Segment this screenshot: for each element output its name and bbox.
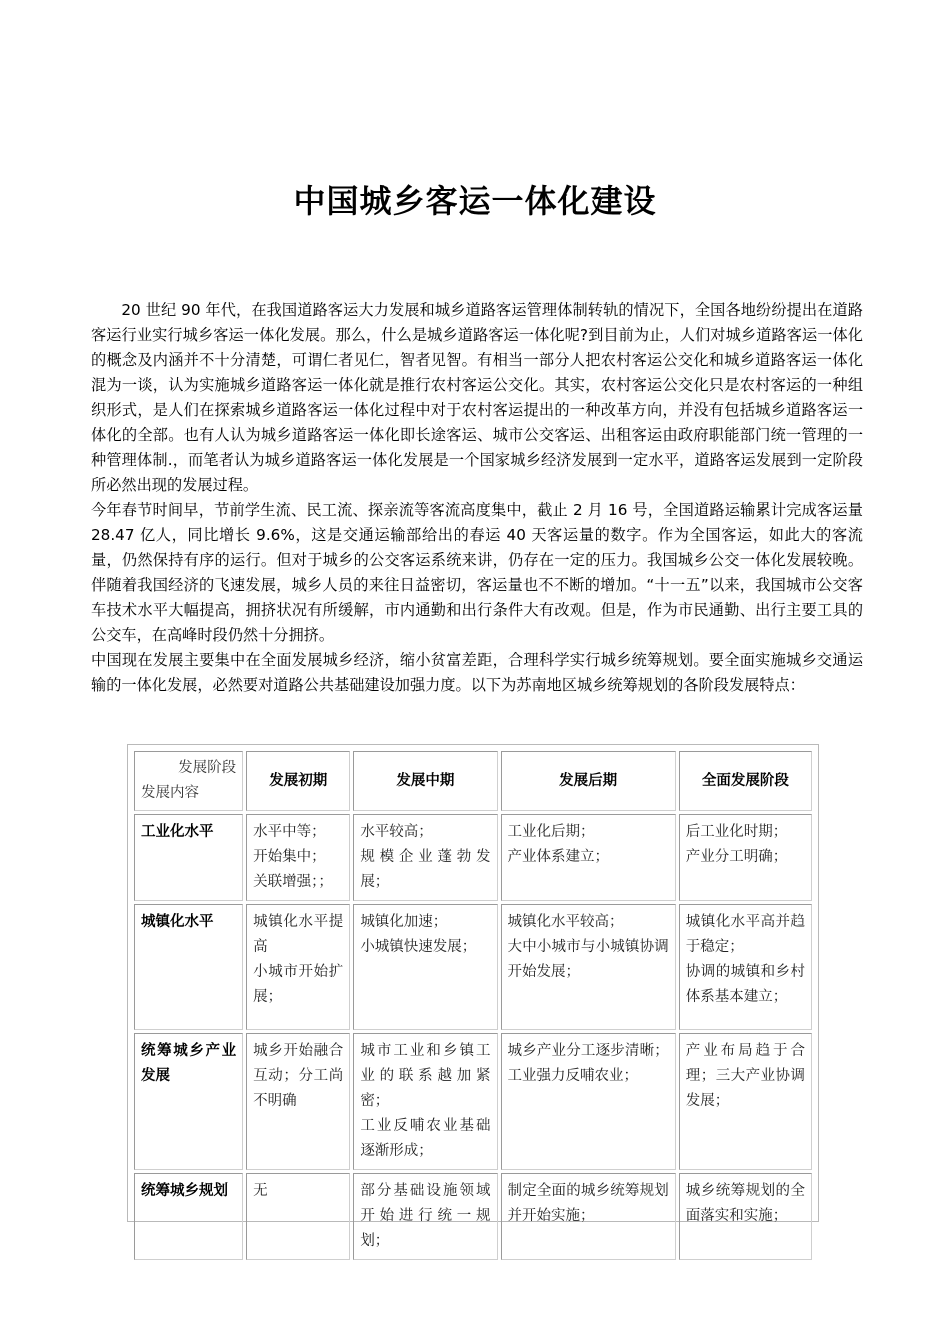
table-cell (246, 814, 350, 901)
table-cell (679, 1173, 812, 1260)
table-cell (246, 1033, 350, 1170)
table-cell (353, 1173, 497, 1260)
cell-line: 产业布局趋于合理；三大产业协调发展； (685, 1043, 805, 1109)
cell-line: 产业体系建立； (507, 849, 610, 865)
document-title: 中国城乡客运一体化建设 (293, 182, 657, 220)
cell-line: 部分基础设施领域开始进行统一规划； (360, 1183, 491, 1249)
table-row-planning (134, 1173, 812, 1260)
table-cell (501, 1173, 676, 1260)
table-row-industry-integration (134, 1033, 812, 1170)
cell-line: 产业分工明确； (685, 849, 788, 865)
cell-line: 工业反哺农业基础逐渐形成； (360, 1118, 491, 1159)
table-cell (501, 814, 676, 901)
row-label: 统筹城乡产业发展 (134, 1033, 243, 1170)
cell-line: 协调的城镇和乡村体系基本建立； (685, 964, 805, 1005)
row-label: 城镇化水平 (134, 904, 243, 1030)
body-text (91, 298, 863, 698)
cell-line: 城镇化水平较高； (507, 914, 624, 930)
table-cell (679, 814, 812, 901)
paragraph-1: 20 世纪 90 年代，在我国道路客运大力发展和城乡道路客运管理体制转轨的情况下，全国各地纷纷提出在道路客运行业实行城乡客运一体化发展。那么，什么是城乡道路客运一体化呢?到目前为止，人们对城乡道路客运一体化的概念及内涵并不十分清楚，可谓仁者见仁，智者见智。有相当一部分人把农村客运公交化和城乡道路客运一体化混为一谈，认为实施城乡道路客运一体化就是推行农村客运公交化。其实，农村客运公交化只是农村客运的一种组织形式，是人们在探索城乡道路客运一体化过程中对于农村客运提出的一种改革方向，并没有包括城乡道路客运一体化的全部。也有人认为城乡道路客运一体化即长途客运、城市公交客运、出租客运由政府职能部门统一管理的一种管理体制.，而笔者认为城乡道路客运一体化发展是一个国家城乡经济发展到一定水平，道路客运发展到一定阶段所必然出现的发展过程。 (91, 301, 863, 494)
table-row-industrialization (134, 814, 812, 901)
cell-line: 城乡统筹规划的全面落实和实施； (685, 1183, 805, 1224)
column-header-late: 发展后期 (501, 751, 676, 811)
paragraph-3: 中国现在发展主要集中在全面发展城乡经济，缩小贫富差距，合理科学实行城乡统筹规划。要全面实施城乡交通运输的一体化发展，必然要对道路公共基础建设加强力度。以下为苏南地区城乡统筹规划的各阶段发展特点： (91, 651, 863, 694)
table-cell (246, 904, 350, 1030)
paragraph-2: 今年春节时间早，节前学生流、民工流、探亲流等客流高度集中，截止 2 月 16 号，全国道路运输累计完成客运量 28.47 亿人，同比增长 9.6%，这是交通运输部给出的春运 40 天客运量的数字。作为全国客运，如此大的客流量，仍然保持有序的运行。但对于城乡的公交客运系统来讲，仍存在一定的压力。我国城乡公交一体化发展较晚。伴随着我国经济的飞速发展，城乡人员的来往日益密切，客运量也不不断的增加。“十一五”以来，我国城市公交客车技术水平大幅提高，拥挤状况有所缓解，市内通勤和出行条件大有改观。但是，作为市民通勤、出行主要工具的公交车，在高峰时段仍然十分拥挤。 (91, 501, 863, 644)
cell-line: 无 (253, 1183, 268, 1199)
table-cell (679, 1033, 812, 1170)
row-label: 统筹城乡规划 (134, 1173, 243, 1260)
cell-line: 城镇化加速； (360, 914, 448, 930)
cell-line: 小城市开始扩展； (253, 964, 344, 1005)
column-header-full: 全面发展阶段 (679, 751, 812, 811)
table-corner-header (134, 751, 243, 811)
stage-table (131, 748, 815, 1263)
cell-line: 城市工业和乡镇工业的联系越加紧密； (360, 1043, 491, 1109)
table-cell (679, 904, 812, 1030)
table-cell (501, 904, 676, 1030)
table-cell (353, 904, 497, 1030)
cell-line: 大中小城市与小城镇协调开始发展； (507, 939, 669, 980)
cell-line: 小城镇快速发展； (360, 939, 477, 955)
cell-line: 规模企业蓬勃发展； (360, 849, 491, 890)
table-cell (501, 1033, 676, 1170)
row-label: 工业化水平 (134, 814, 243, 901)
cell-line: 开始集中； (253, 849, 326, 865)
development-stage-table (127, 744, 819, 1249)
cell-line: 后工业化时期； (685, 824, 788, 840)
column-header-early: 发展初期 (246, 751, 350, 811)
table-cell (246, 1173, 350, 1260)
corner-stage-label: 发展阶段 (178, 760, 237, 776)
corner-content-label: 发展内容 (141, 785, 199, 801)
cell-line: 城乡产业分工逐步清晰；工业强力反哺农业； (507, 1043, 669, 1084)
table-row-urbanization (134, 904, 812, 1030)
table-cell (353, 814, 497, 901)
column-header-middle: 发展中期 (353, 751, 497, 811)
table-cell (353, 1033, 497, 1170)
cell-line: 城镇化水平高并趋于稳定； (685, 914, 805, 955)
cell-line: 关联增强；； (253, 874, 333, 890)
cell-line: 制定全面的城乡统筹规划并开始实施； (507, 1183, 669, 1224)
cell-line: 工业化后期； (507, 824, 595, 840)
cell-line: 水平较高； (360, 824, 433, 840)
cell-line: 城镇化水平提高 (253, 914, 344, 955)
cell-line: 城乡开始融合互动；分工尚不明确 (253, 1043, 344, 1109)
cell-line: 水平中等； (253, 824, 326, 840)
